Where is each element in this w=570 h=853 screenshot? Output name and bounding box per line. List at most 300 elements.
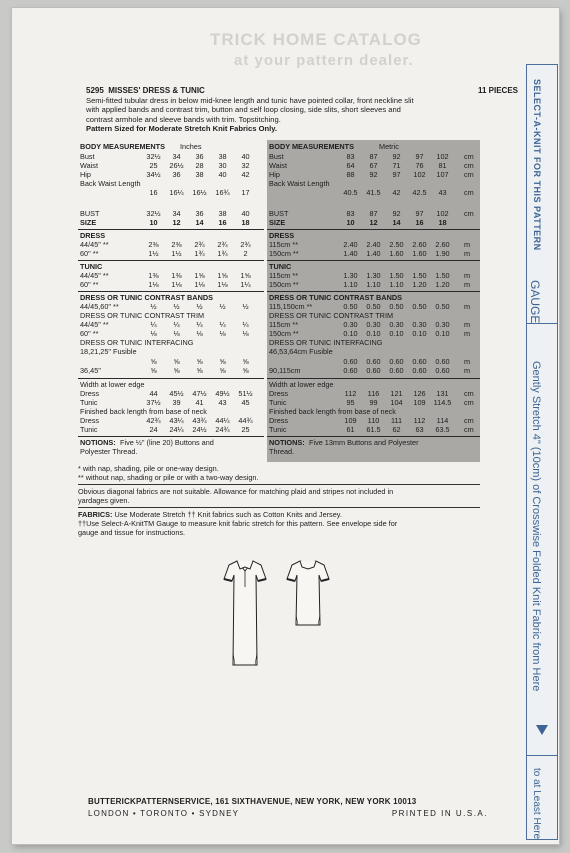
dress-row-a: [80, 240, 262, 249]
chart-cell: ⅝: [219, 357, 226, 366]
bands-row-values: [142, 302, 257, 311]
chart-cell: 107: [436, 170, 449, 179]
chart-cell: ⅝: [219, 366, 226, 375]
chart-cell: 1.20: [412, 280, 427, 289]
chart-cell: 83: [346, 152, 355, 161]
trim-row-a: [80, 320, 262, 329]
chart-cell: 32: [241, 161, 250, 170]
back-length-title: [80, 407, 262, 416]
chart-cell: 42: [241, 170, 250, 179]
chart-cell: 62: [392, 425, 401, 434]
chart-cell: 2.40: [366, 240, 381, 249]
width-dress-row: [80, 389, 262, 398]
chart-cell: ⅛: [219, 329, 226, 338]
chart-cell: 0.50: [412, 302, 427, 311]
width-tunic-row-values: [142, 398, 257, 407]
interfacing-row-b: [80, 366, 262, 375]
chart-cell: 45½: [169, 389, 184, 398]
chart-cell: 0.50: [366, 302, 381, 311]
chart-cell: 0.10: [435, 329, 450, 338]
chart-cell: 38: [218, 209, 227, 218]
chart-cell: 110: [367, 416, 380, 425]
chart-cell: 0.60: [412, 366, 427, 375]
interfacing-label-a-label: 46,53,64cm Fusible: [269, 347, 333, 356]
chart-cell: 104: [390, 398, 403, 407]
dress-row-a-values: [339, 240, 454, 249]
chart-cell: ⅝: [150, 366, 157, 375]
length-tunic-row-label: Tunic: [269, 425, 287, 434]
chart-cell: 0.30: [366, 320, 381, 329]
notions-text-1: Five ½" (line 20) Buttons and: [120, 438, 214, 447]
chart-cell: 1⅛: [171, 280, 182, 289]
interfacing-row-a: [80, 357, 262, 366]
metric-unit-suffix: cm: [464, 416, 474, 425]
diagonal-note-line: yardages given.: [78, 495, 130, 505]
chart-cell: 34: [172, 209, 181, 218]
bust-row: [80, 152, 262, 161]
interfacing-row-a: [269, 357, 478, 366]
interfacing-row-b: [269, 366, 478, 375]
chart-cell: 61: [346, 425, 355, 434]
dress-title: [80, 231, 262, 240]
chart-cell: 1½: [171, 249, 182, 258]
fabrics-text: Use Moderate Stretch †† Knit fabrics such as Cotton Knits and Jersey.: [114, 510, 342, 519]
trim-row-a: [269, 320, 478, 329]
chart-cell: ⅝: [173, 366, 180, 375]
chart-cell: 1.60: [412, 249, 427, 258]
chart-cell: 16: [415, 218, 424, 227]
metric-unit-suffix: m: [464, 280, 471, 289]
notions-text-2: Thread.: [269, 447, 295, 456]
chart-cell: 0.10: [366, 329, 381, 338]
chart-cell: ⅛: [196, 329, 203, 338]
pattern-description: [86, 96, 518, 133]
dress-row-a: [269, 240, 478, 249]
chart-cell: 1.50: [389, 271, 404, 280]
interfacing-row-b-label: 36,45": [80, 366, 101, 375]
trim-title-label: DRESS OR TUNIC CONTRAST TRIM: [269, 311, 394, 320]
size-row: [80, 218, 262, 227]
chart-cell: 126: [413, 389, 426, 398]
metric-unit-suffix: cm: [464, 389, 474, 398]
back-waist-row-values: [339, 188, 454, 197]
fabrics-line-2: ††Use Select-A-KnitTM Gauge to measure knit fabric stretch for this pattern. See envelope side for: [78, 518, 398, 528]
back-length-title-label: Finished back length from base of neck: [269, 407, 396, 416]
pattern-header: [86, 86, 518, 133]
chart-cell: 109: [344, 416, 357, 425]
gauge-for-pattern: FOR THIS PATTERN: [532, 157, 542, 251]
chart-cell: 51½: [238, 389, 253, 398]
size-row-values: [339, 218, 454, 227]
chart-cell: ¼: [196, 320, 203, 329]
tunic-title: [80, 262, 262, 271]
notions-row-label: NOTIONS:: [80, 438, 116, 447]
chart-cell: 42¾: [146, 416, 161, 425]
chart-cell: 0.60: [412, 357, 427, 366]
chart-cell: 2⅜: [171, 240, 182, 249]
description-line: with applied bands and contrast trim, button and self loop closing, side slits, short sleeves and: [86, 105, 401, 115]
bust-row-values: [339, 152, 454, 161]
bands-row: [80, 302, 262, 311]
bands-row: [269, 302, 478, 311]
chart-cell: ⅝: [150, 357, 157, 366]
metric-unit-suffix: cm: [464, 152, 474, 161]
trim-row-a-values: [339, 320, 454, 329]
metric-unit-suffix: m: [464, 357, 471, 366]
chart-cell: ½: [150, 302, 157, 311]
bust-row: [269, 152, 478, 161]
chart-cell: 12: [172, 218, 181, 227]
chart-cell: 24½: [192, 425, 207, 434]
chart-cell: 92: [369, 170, 378, 179]
chart-cell: 0.60: [435, 357, 450, 366]
publisher-address: BUTTERICKPATTERNSERVICE, 161 SIXTHAVENUE, NEW YORK, NEW YORK 10013: [88, 797, 417, 806]
length-tunic-row-values: [339, 425, 454, 434]
metric-unit-suffix: cm: [464, 188, 474, 197]
length-dress-row-values: [142, 416, 257, 425]
chart-cell: 43: [218, 398, 227, 407]
dress-row-b-label: 60" **: [80, 249, 99, 258]
back-waist-label-row-label: Back Waist Length: [80, 179, 141, 188]
chart-cell: 63.5: [435, 425, 450, 434]
bust-row-values: [142, 152, 257, 161]
trim-row-b: [269, 329, 478, 338]
tunic-row-a-values: [339, 271, 454, 280]
waist-row: [269, 161, 478, 170]
body-measurements-title-unit: Metric: [379, 142, 399, 151]
select-a-knit-gauge: [526, 64, 558, 840]
chart-cell: 88: [346, 170, 355, 179]
length-dress-row-label: Dress: [80, 416, 100, 425]
gauge-word: GAUGE: [528, 280, 542, 324]
chart-cell: 0.50: [389, 302, 404, 311]
chart-cell: 18: [241, 218, 250, 227]
chart-cell: 0.60: [366, 357, 381, 366]
arrow-down-icon: [536, 725, 548, 735]
chart-cell: 1.50: [435, 271, 450, 280]
chart-cell: ⅛: [242, 329, 249, 338]
chart-cell: 99: [369, 398, 378, 407]
chart-cell: 2: [243, 249, 248, 258]
chart-cell: 97: [392, 170, 401, 179]
trim-row-b-label: 60" **: [80, 329, 99, 338]
bleed-through-text-1: TRICK HOME CATALOG: [210, 30, 422, 49]
metric-unit-suffix: m: [464, 249, 471, 258]
chart-cell: 45: [241, 398, 250, 407]
chart-cell: 0.10: [389, 329, 404, 338]
width-dress-row-label: Dress: [80, 389, 100, 398]
bust-size-row-label: BUST: [80, 209, 100, 218]
chart-cell: 71: [392, 161, 401, 170]
bust-size-row-label: BUST: [269, 209, 289, 218]
bands-row-values: [339, 302, 454, 311]
chart-cell: 1⅝: [217, 271, 228, 280]
interfacing-row-a-values: [339, 357, 454, 366]
divider: [78, 484, 480, 485]
gauge-brand-line: [532, 79, 542, 251]
chart-cell: 121: [390, 389, 403, 398]
chart-cell: 0.60: [343, 357, 358, 366]
notions-row-label: NOTIONS:: [269, 438, 305, 447]
interfacing-title-label: DRESS OR TUNIC INTERFACING: [269, 338, 383, 347]
fabrics-line-3: gauge and tissue for instructions.: [78, 527, 186, 537]
chart-cell: 102: [436, 152, 449, 161]
chart-cell: 112: [413, 416, 426, 425]
tunic-row-b: [269, 280, 478, 289]
length-dress-row: [269, 416, 478, 425]
chart-cell: 76: [415, 161, 424, 170]
chart-cell: ¼: [219, 320, 226, 329]
chart-section-divider: [78, 291, 264, 292]
chart-cell: 97: [415, 209, 424, 218]
chart-cell: 97: [415, 152, 424, 161]
chart-cell: ⅝: [242, 366, 249, 375]
interfacing-label-a: [269, 347, 478, 356]
chart-cell: 114: [436, 416, 449, 425]
chart-cell: 131: [436, 389, 449, 398]
chart-cell: 112: [344, 389, 357, 398]
chart-cell: 61.5: [366, 425, 381, 434]
notions-text-2: Polyester Thread.: [80, 447, 138, 456]
bust-row-label: Bust: [80, 152, 95, 161]
bands-title: [80, 293, 262, 302]
tunic-row-a-label: 115cm **: [269, 271, 299, 280]
body-measurements-title: [269, 142, 478, 151]
chart-cell: 0.10: [412, 329, 427, 338]
chart-cell: 0.30: [389, 320, 404, 329]
dress-row-b: [80, 249, 262, 258]
waist-row-label: Waist: [269, 161, 287, 170]
interfacing-row-b-label: 90,115cm: [269, 366, 301, 375]
diagonal-fabric-note: [78, 488, 498, 505]
width-title: [269, 380, 478, 389]
metric-unit-suffix: m: [464, 302, 471, 311]
chart-cell: 87: [369, 152, 378, 161]
chart-cell: 95: [346, 398, 355, 407]
chart-cell: 0.60: [366, 366, 381, 375]
dress-title: [269, 231, 478, 240]
chart-cell: 10: [346, 218, 355, 227]
body-measurements-title-label: BODY MEASUREMENTS: [80, 142, 166, 151]
chart-cell: 1½: [148, 249, 159, 258]
metric-unit-suffix: m: [464, 366, 471, 375]
width-tunic-row: [269, 398, 478, 407]
chart-cell: 0.50: [435, 302, 450, 311]
interfacing-label-a: [80, 347, 262, 356]
nap-note-2: ** without nap, shading or pile or with a two-way design.: [78, 472, 259, 482]
chart-cell: 63: [415, 425, 424, 434]
length-tunic-row: [269, 425, 478, 434]
chart-cell: 16¼: [169, 188, 184, 197]
fabrics-label: FABRICS:: [78, 510, 113, 519]
gauge-stretch-instruction: Gently Stretch 4" (10cm) of Crosswise Folded Knit Fabric from Here: [530, 361, 542, 692]
chart-cell: 2¾: [217, 240, 228, 249]
trim-row-b-values: [142, 329, 257, 338]
chart-cell: 42.5: [412, 188, 427, 197]
back-length-title: [269, 407, 478, 416]
header-row: [86, 86, 518, 95]
back-waist-label-row: [80, 179, 262, 188]
trim-row-b-label: 150cm **: [269, 329, 299, 338]
length-dress-row-label: Dress: [269, 416, 289, 425]
chart-cell: 1.10: [389, 280, 404, 289]
chart-cell: 38: [195, 170, 204, 179]
chart-cell: 43¼: [169, 416, 184, 425]
chart-cell: 2.60: [412, 240, 427, 249]
chart-cell: 1.60: [389, 249, 404, 258]
chart-cell: 34: [172, 152, 181, 161]
tunic-title: [269, 262, 478, 271]
chart-cell: ½: [242, 302, 249, 311]
publisher-footer: [88, 797, 488, 818]
chart-cell: 47½: [192, 389, 207, 398]
metric-unit-suffix: m: [464, 329, 471, 338]
chart-cell: 1.20: [435, 280, 450, 289]
trim-row-a-values: [142, 320, 257, 329]
chart-cell: 92: [392, 209, 401, 218]
metric-unit-suffix: cm: [464, 398, 474, 407]
trim-row-b-values: [339, 329, 454, 338]
waist-row-label: Waist: [80, 161, 98, 170]
metric-unit-suffix: m: [464, 271, 471, 280]
hip-row-values: [339, 170, 454, 179]
chart-cell: 1⅛: [194, 280, 205, 289]
length-dress-row: [80, 416, 262, 425]
chart-cell: ⅝: [196, 357, 203, 366]
printed-in-note: PRINTED IN U.S.A.: [391, 809, 488, 818]
chart-cell: 2¾: [194, 240, 205, 249]
chart-section-divider: [267, 378, 480, 379]
chart-cell: 1⅛: [217, 280, 228, 289]
dress-row-a-label: 44/45" **: [80, 240, 109, 249]
bands-row-label: 44/45,60" **: [80, 302, 119, 311]
trim-title: [269, 311, 478, 320]
chart-cell: 1⅜: [148, 271, 159, 280]
gauge-to-here: to at Least Here: [531, 768, 542, 840]
waist-row: [80, 161, 262, 170]
chart-cell: 40.5: [343, 188, 358, 197]
chart-cell: 43: [438, 188, 447, 197]
notions-text-1: Five 13mm Buttons and Polyester: [309, 438, 419, 447]
dress-row-b-label: 150cm **: [269, 249, 299, 258]
trim-title: [80, 311, 262, 320]
interfacing-title: [80, 338, 262, 347]
tunic-row-a-label: 44/45" **: [80, 271, 109, 280]
bust-row-label: Bust: [269, 152, 284, 161]
chart-cell: 2.50: [389, 240, 404, 249]
interfacing-row-a-values: [142, 357, 257, 366]
metric-unit-suffix: cm: [464, 425, 474, 434]
chart-cell: 40: [218, 170, 227, 179]
chart-cell: 41: [195, 398, 204, 407]
dress-row-b-values: [142, 249, 257, 258]
body-measurements-title: [80, 142, 262, 151]
tunic-title-label: TUNIC: [269, 262, 292, 271]
chart-cell: 16½: [192, 188, 207, 197]
width-title-label: Width at lower edge: [269, 380, 334, 389]
chart-cell: 67: [369, 161, 378, 170]
chart-cell: 92: [392, 152, 401, 161]
chart-cell: 44¼: [215, 416, 230, 425]
back-length-title-label: Finished back length from base of neck: [80, 407, 207, 416]
back-waist-row: [269, 188, 478, 197]
chart-cell: 37½: [146, 398, 161, 407]
bust-size-row-values: [142, 209, 257, 218]
chart-cell: 16: [149, 188, 158, 197]
chart-cell: 44¾: [238, 416, 253, 425]
chart-cell: 81: [438, 161, 447, 170]
tunic-row-b-values: [339, 280, 454, 289]
measurement-chart: [78, 140, 480, 462]
trim-row-a-label: 44/45" **: [80, 320, 109, 329]
pattern-title: MISSES' DRESS & TUNIC: [108, 86, 205, 95]
chart-cell: 1¾: [194, 249, 205, 258]
dress-row-a-label: 115cm **: [269, 240, 299, 249]
chart-cell: ⅛: [150, 329, 157, 338]
bust-size-row: [80, 209, 262, 218]
chart-cell: 1¼: [240, 280, 251, 289]
chart-section-divider: [267, 229, 480, 230]
diagonal-note-line: Obvious diagonal fabrics are not suitable. Allowance for matching plaid and stripes not included in: [78, 487, 394, 496]
tunic-row-b-label: 60" **: [80, 280, 99, 289]
tunic-back-sketch: [286, 557, 330, 629]
metric-unit-suffix: m: [464, 320, 471, 329]
bands-title: [269, 293, 478, 302]
chart-cell: 26½: [169, 161, 184, 170]
tunic-row-a: [80, 271, 262, 280]
chart-cell: ⅝: [173, 357, 180, 366]
size-row-label: SIZE: [80, 218, 97, 227]
width-dress-row: [269, 389, 478, 398]
chart-section-divider: [78, 229, 264, 230]
publisher-cities: LONDON • TORONTO • SYDNEY: [88, 809, 240, 818]
chart-cell: 39: [172, 398, 181, 407]
bleed-through-text-2: at your pattern dealer.: [234, 52, 414, 69]
chart-cell: 1⅛: [148, 280, 159, 289]
chart-cell: 28: [195, 161, 204, 170]
chart-cell: 0.60: [389, 366, 404, 375]
metric-unit-suffix: cm: [464, 209, 474, 218]
chart-cell: 2.40: [343, 240, 358, 249]
chart-cell: 102: [436, 209, 449, 218]
footer-row: [88, 809, 488, 818]
width-tunic-row: [80, 398, 262, 407]
chart-cell: 44: [149, 389, 158, 398]
chart-cell: 1⅝: [194, 271, 205, 280]
chart-cell: 30: [218, 161, 227, 170]
header-title-group: [86, 86, 205, 95]
interfacing-row-b-values: [339, 366, 454, 375]
chart-cell: 2.60: [435, 240, 450, 249]
tunic-row-a: [269, 271, 478, 280]
chart-cell: 24: [149, 425, 158, 434]
tunic-row-b-values: [142, 280, 257, 289]
hip-row-label: Hip: [80, 170, 91, 179]
chart-cell: ⅛: [173, 329, 180, 338]
waist-row-values: [142, 161, 257, 170]
hip-row-label: Hip: [269, 170, 280, 179]
width-tunic-row-label: Tunic: [269, 398, 287, 407]
chart-cell: 1⅝: [240, 271, 251, 280]
chart-cell: 1.30: [343, 271, 358, 280]
size-row: [269, 218, 478, 227]
chart-cell: 0.60: [389, 357, 404, 366]
dress-row-b-values: [339, 249, 454, 258]
hip-row: [80, 170, 262, 179]
body-measurements-title-unit: Inches: [180, 142, 202, 151]
back-waist-label-row: [269, 179, 478, 188]
bands-title-label: DRESS OR TUNIC CONTRAST BANDS: [269, 293, 402, 302]
